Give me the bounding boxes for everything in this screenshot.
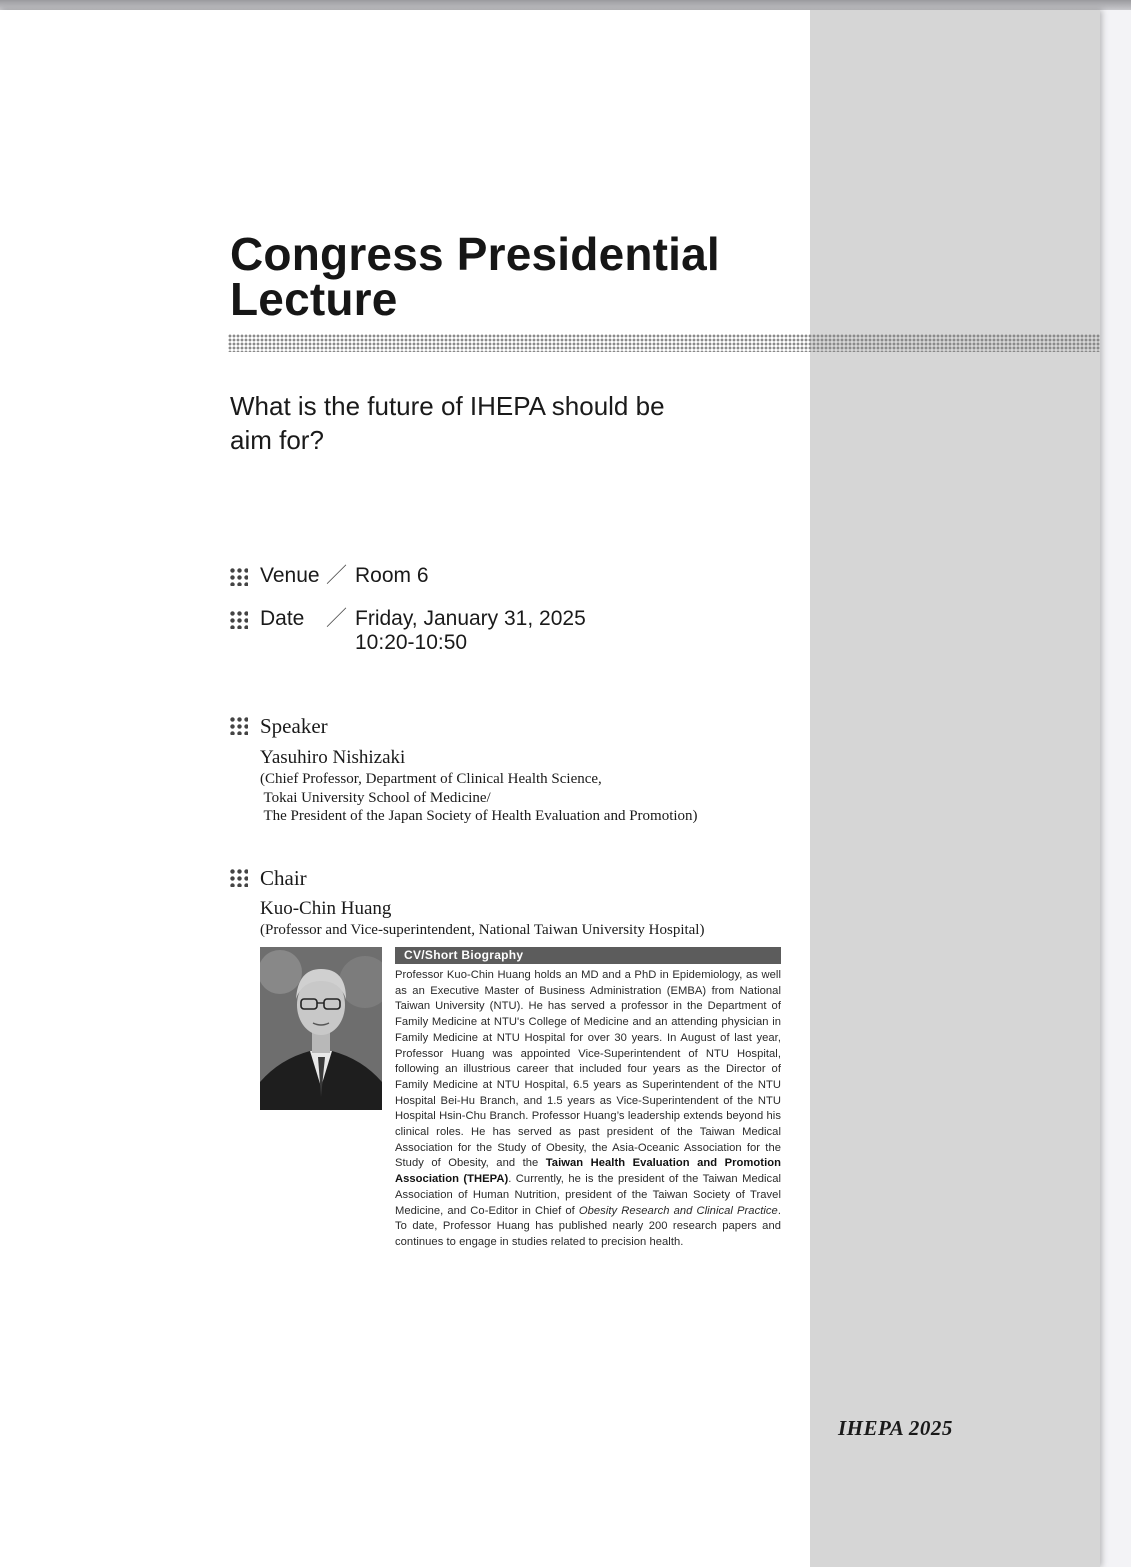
bio-italic-journal: Obesity Research and Clinical Practice (578, 1204, 778, 1217)
date-separator: ／ (326, 607, 347, 630)
venue-value: Room 6 (355, 564, 429, 587)
chair-dots-icon (229, 868, 248, 887)
speaker-name: Yasuhiro Nishizaki (260, 747, 406, 768)
side-panel (810, 10, 1100, 1567)
time-value: 10:20-10:50 (355, 631, 468, 654)
venue-dots-icon (229, 567, 248, 586)
chair-name: Kuo-Chin Huang (260, 898, 392, 919)
title-line-1: Congress Presidential (230, 228, 720, 280)
page-title (230, 228, 720, 325)
speaker-affiliation-line-1: (Chief Professor, Department of Clinical Health Science, (260, 771, 602, 787)
bio-bold-thepa: Taiwan Health Evaluation and Promotion Association (THEPA) (395, 1157, 781, 1186)
chair-affiliation: (Professor and Vice-superintendent, National Taiwan University Hospital) (260, 922, 705, 938)
title-line-2: Lecture (230, 273, 398, 325)
speaker-label: Speaker (260, 714, 328, 738)
bio-text-2: . Currently, he is the president of the Taiwan Medical Association of Human Nutrition, president of the Taiwan Society of Travel Medicine, and Co-Editor in Chief of (395, 1173, 781, 1217)
chair-label: Chair (260, 866, 307, 890)
venue-label: Venue (260, 564, 320, 587)
speaker-affiliation-line-2: Tokai University School of Medicine/ (260, 789, 491, 806)
speaker-affiliation-line-3: The President of the Japan Society of Health Evaluation and Promotion) (260, 808, 698, 824)
cv-heading-bar: CV/Short Biography (395, 947, 781, 964)
subtitle-line-2: aim for? (230, 425, 324, 455)
venue-separator: ／ (326, 564, 347, 587)
viewer-top-bar (0, 0, 1131, 10)
portrait-photo-icon (260, 947, 382, 1110)
bio-text-1: Professor Kuo-Chin Huang holds an MD and a PhD in Epidemiology, as well as an Executive Master of Business Administration (EMBA) from National Taiwan University (NTU). He has served a professor in the Department of Family Medicine at NTU's College of Medicine and an attending physician in Family Medicine at NTU Hospital for over 30 years. In August of last year, Professor Huang was appointed Vice-Superintendent of NTU Hospital, following an illustrious career that included four years as the Director of Family Medicine at NTU Hospital, 6.5 years as Superintendent of the NTU Hospital Bei-Hu Branch, and 1.5 years as Vice-Superintendent of the NTU Hospital Hsin-Chu Branch. Professor Huang’s leadership extends beyond his clinical roles. He has served as past president of the Taiwan Medical Association for the Study of Obesity, the Asia-Oceanic Association for the Study of Obesity, and the (395, 969, 781, 1170)
dotted-divider (228, 334, 1100, 352)
speaker-dots-icon (229, 716, 248, 735)
subtitle-line-1: What is the future of IHEPA should be (230, 391, 665, 421)
chair-biography (395, 968, 781, 1251)
date-dots-icon (229, 610, 248, 629)
date-label: Date (260, 607, 305, 630)
lecture-subtitle (230, 389, 790, 457)
document-page[interactable] (0, 10, 1100, 1567)
footer-event-name: IHEPA 2025 (838, 1416, 953, 1440)
bio-text-3: . To date, Professor Huang has published nearly 200 research papers and continues to engage in studies related to precision health. (395, 1204, 781, 1248)
date-value: Friday, January 31, 2025 (355, 607, 586, 630)
